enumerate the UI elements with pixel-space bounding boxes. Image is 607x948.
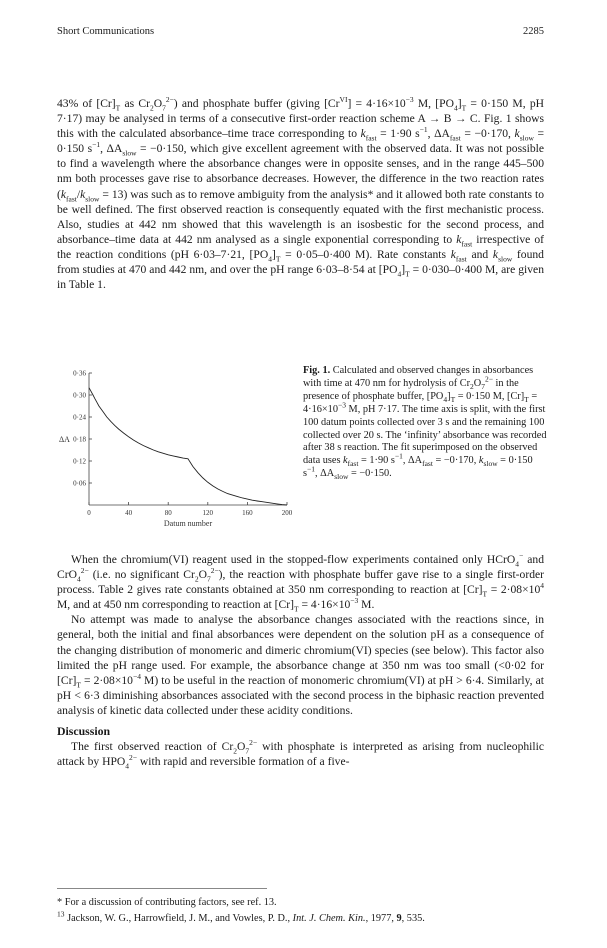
y-tick-label: 0·18 [73,435,86,444]
running-title: Short Communications [57,26,155,37]
footnotes [57,896,547,928]
series-line [89,388,287,505]
paragraph-4: The first observed reaction of $Cr_2O_7^{2-}$ with phosphate is interpreted as arising from nucleophilic attack by $HPO_4^{2-}$ with rapid and reversible formation of a five- [57,738,544,771]
y-tick-label: 0·24 [73,413,86,422]
footnote-asterisk: * For a discussion of contributing factors, see ref. 13. [57,897,277,908]
running-header [57,26,544,42]
figure-caption: Fig. 1. Calculated and observed changes in absorbances with time at 470 nm for hydrolysis of $Cr_2O_7^{2-}$ in the presence of phosphate buffer, $[PO_4]_T = 0\cdot 150$ M, $[Cr]_T = 4\cdot 16\times 10^{-3}$ M, pH 7·17. The time axis is split, with the first 100 datum points collected over 3 s and the remaining 100 collected over 20 s. The ‘infinity’ absorbance was recorded after 38 s reaction. The fit superimposed on the observed data uses $k_{fast} = 1\cdot 90$ $s^{-1}$, $\Delta A_{fast} = -0\cdot 170$, $k_{slow} = 0\cdot 150$ $s^{-1}$, $\Delta A_{slow} = -0\cdot 150$. [303,365,547,482]
y-tick-label: 0·06 [73,479,86,488]
footnote-ref-13: $^{13}$ Jackson, W. G., Harrowfield, J. M., and Vowles, P. D., Int. J. Chem. Kin., 1977, 9, 535. [57,909,425,924]
y-tick-label: 0·36 [73,369,86,378]
paragraph-2: When the chromium(VI) reagent used in the stopped-flow experiments contained only HCrO$_4$− and CrO$_4^{2-}$ (i.e. no significant $Cr_2O_7^{2-}$), the reaction with phosphate buffer gave rise to a single first-order process. Table 2 gives rate constants obtained at 350 nm corresponding to reaction at $[Cr]_T = 2\cdot 08\times 10^4$ M, and at 450 nm corresponding to reaction at $[Cr]_T = 4\cdot 16\times 10^{-3}$ M. No attempt was made to analyse the absorbance changes associated with the reactions since, in general, both the initial and final absorbances were dependent on the solution pH as a consequence of the changing distribution of monomeric and dimeric chromium(VI) species (see below). This factor also limited the pH range used. For example, the absorbance change at 350 nm was too small (<0·02 for $[Cr]_T = 2\cdot 08\times 10^{-4}$ M) to be useful in the reaction of monomeric chromium(VI) at pH > 6·4. Similarly, at pH < 6·3 diminishing absorbances associated with the second process in the biphasic reaction prevented analysis of kinetic data collected under these acidity conditions. Discussion The first observed reaction of $Cr_2O_7^{2-}$ with phosphate is interpreted as arising from nucleophilic attack by $HPO_4^{2-}$ with rapid and reversible formation of a five- [57,551,544,771]
x-tick-label: 80 [164,509,172,517]
y-axis-label: ΔA [59,435,70,444]
chart-area [57,365,297,543]
x-tick-label: 40 [125,509,133,517]
y-tick-label: 0·30 [73,391,86,400]
page-number: 2285 [523,26,544,37]
discussion-heading: Discussion [57,724,111,739]
paragraph-3: No attempt was made to analyse the absorbance changes associated with the reactions since, in general, both the initial and final absorbances were dependent on the solution pH as a consequence of the changing distribution of monomeric and dimeric chromium(VI) species (see below). This factor also limited the pH range used. For example, the absorbance change at 350 nm was too small (<0·02 for $[Cr]_T = 2\cdot 08\times 10^{-4}$ M) to be useful in the reaction of monomeric chromium(VI) at pH > 6·4. Similarly, at pH < 6·3 diminishing absorbances associated with the second process in the biphasic reaction prevented analysis of kinetic data collected under these acidity conditions. [57,613,544,717]
y-tick-label: 0·12 [73,457,86,466]
x-axis-label: Datum number [163,519,213,528]
x-tick-label: 0 [87,509,91,517]
x-tick-label: 160 [242,509,253,517]
absorbance-time-chart [57,365,297,543]
paragraph-1: 43% of $[Cr]_T$ as $Cr_2O_7^{2-}$) and phosphate buffer (giving $[Cr^{VI}] = 4\cdot 16\times 10^{-3}$ M, $[PO_4]_T = 0\cdot 150$ M, pH 7·17) may be analysed in terms of a consecutive first-order reaction scheme A → B → C. Fig. 1 shows this with the calculated absorbance–time trace corresponding to $k_{fast} = 1\cdot 90$ $s^{-1}$, $\Delta A_{fast} = -0\cdot 170$, $k_{slow} = 0\cdot 150$ $s^{-1}$, $\Delta A_{slow} = -0\cdot 150$, which give excellent agreement with the observed data. It was not possible to find a wavelength where the absorbance changes were in opposite senses, and in the range 445–500 nm both processes gave rise to absorbance decreases. However, the difference in the two reaction rates $(k_{fast}/k_{slow} = 13)$ was such as to remove ambiguity from the analysis* and it allowed both rate constants to be well defined. The first observed reaction is consequently equated with the first mechanistic process. Also, studies at 442 nm showed that this wavelength is an isosbestic for the second process, and absorbance–time data at 442 nm analysed as a single exponential corresponding to $k_{fast}$ irrespective of the reaction conditions (pH 6·03–7·21, $[PO_4]_T = 0\cdot 05-0\cdot 400$ M). Rate constants $k_{fast}$ and $k_{slow}$ found from studies at 470 and 442 nm, and over the pH range 6·03–8·54 at $[PO_4]_T = 0\cdot 030-0\cdot 400$ M, are given in Table 1. [57,95,544,292]
figure-1 [57,365,547,543]
footnote-rule [57,888,267,889]
x-tick-label: 120 [202,509,214,517]
x-tick-label: 200 [281,509,293,517]
figure-label: Fig. 1. [303,365,331,376]
